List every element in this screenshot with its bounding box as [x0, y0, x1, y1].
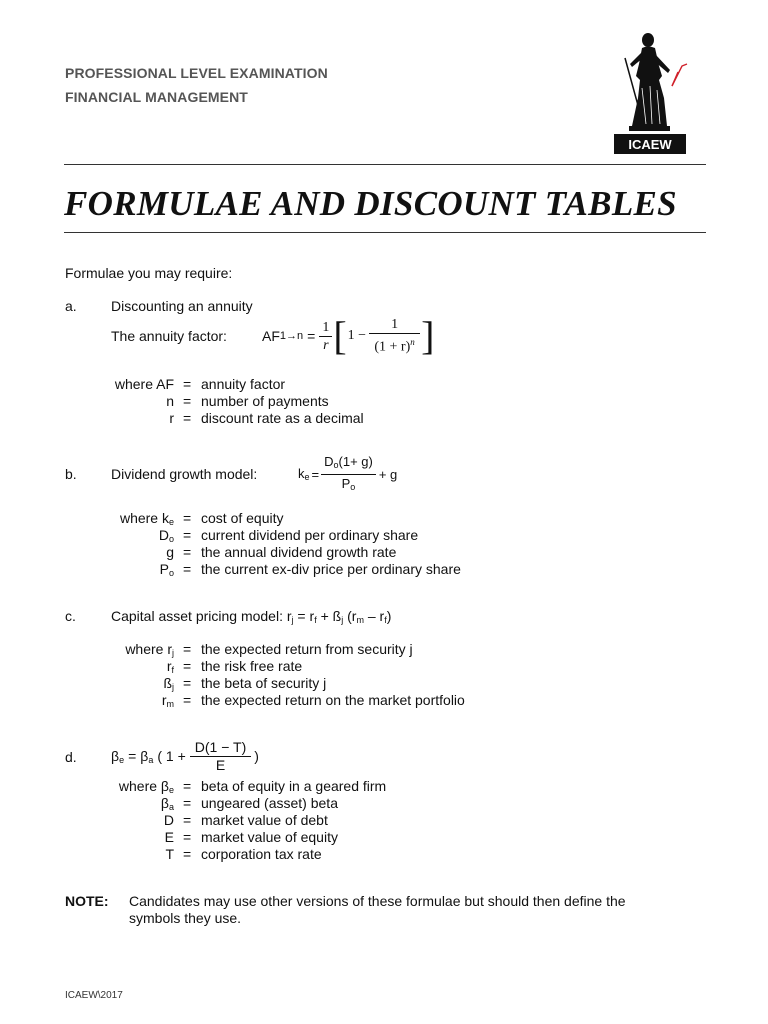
equals-sign: =: [183, 510, 192, 526]
be-definition: beta of equity in a geared firm: [201, 778, 387, 794]
af-symbol: AF: [262, 328, 280, 344]
do-definition: current dividend per ordinary share: [201, 527, 419, 543]
r-definition: discount rate as a decimal: [201, 410, 364, 426]
where-be-symbol: where $\beta_e$: [118, 778, 174, 795]
ba-definition: ungeared (asset) beta: [201, 795, 338, 811]
dividend-growth-formula: $k_e$ = $\frac{D_o(1+ g)}{P_o}$ + g: [298, 456, 397, 492]
equals-sign: =: [183, 410, 192, 426]
equals-sign: =: [183, 561, 192, 577]
header-rule-bottom: [64, 232, 706, 233]
equals-sign: =: [183, 675, 192, 691]
equals-sign: =: [183, 795, 192, 811]
rf-definition: the risk free rate: [201, 658, 303, 674]
page-title: FORMULAE AND DISCOUNT TABLES: [64, 184, 677, 223]
icaew-logo: [612, 28, 688, 158]
rm-definition: the expected return on the market portfolio: [201, 692, 465, 708]
equals-sign: =: [183, 376, 192, 392]
section-d-label: d.: [65, 749, 77, 765]
equals-sign: =: [183, 846, 192, 862]
where-t-symbol: T: [165, 846, 174, 862]
section-a-heading: Discounting an annuity: [111, 298, 253, 314]
d-definition: market value of debt: [201, 812, 328, 828]
n-definition: number of payments: [201, 393, 329, 409]
header-rule-top: [64, 164, 706, 165]
ke-definition: cost of equity: [201, 510, 284, 526]
af-subscript: 1→n: [279, 330, 304, 342]
copyright-footer: ICAEW\2017: [65, 990, 123, 1001]
rj-definition: the expected return from security j: [201, 641, 413, 657]
capm-heading: Capital asset pricing model: $r_j = r_f$ + $ß_j$ $(r_m - r_f)$: [111, 608, 392, 625]
geared-beta-formula: $\beta_e$ = $\beta_a$ ( 1 + $\frac{D(1 - T)}{E}$ ): [111, 738, 259, 773]
subject-heading: FINANCIAL MANAGEMENT: [65, 89, 248, 105]
g-definition: the annual dividend growth rate: [201, 544, 397, 560]
where-ba-symbol: $\beta_a$: [160, 795, 174, 812]
equals-sign: =: [183, 544, 192, 560]
where-do-symbol: $D_o$: [158, 527, 174, 544]
equals-sign: =: [183, 393, 192, 409]
section-b-heading: Dividend growth model:: [111, 466, 258, 482]
equals-sign: =: [183, 527, 192, 543]
where-af-symbol: where AF: [114, 376, 174, 392]
intro-text: Formulae you may require:: [65, 265, 233, 281]
equals-sign: =: [183, 692, 192, 708]
where-ke-symbol: where $k_e$: [119, 510, 174, 527]
where-rf-symbol: $r_f$: [166, 658, 174, 675]
equals-sign: =: [183, 641, 192, 657]
capm-formula: $r_j = r_f$ + $ß_j$ $(r_m - r_f)$: [286, 608, 392, 625]
where-rm-symbol: $r_m$: [161, 692, 174, 709]
logo-wordmark: ICAEW: [628, 137, 672, 152]
tax-fraction: $\frac{D(1 - T)}{E}$: [190, 740, 251, 773]
where-n-symbol: n: [166, 393, 174, 409]
e-definition: market value of equity: [201, 829, 338, 845]
equals-sign: =: [183, 829, 192, 845]
annuity-formula: AF 1→n = $\frac{1}{r}$ [ 1 − $\frac{1}{(1 + r)^n}$ ]: [262, 313, 435, 358]
equals-sign: =: [183, 812, 192, 828]
statue-icon: [612, 28, 688, 158]
af-definition: annuity factor: [201, 376, 286, 392]
note-text-line1: Candidates may use other versions of these formulae but should then define the: [129, 893, 626, 909]
equals-sign: =: [183, 778, 192, 794]
equals-sign: =: [183, 658, 192, 674]
one-over-r: $\frac{1}{r}$: [319, 320, 332, 353]
section-a-label: a.: [65, 298, 77, 314]
dividend-fraction: $\frac{D_o(1+ g)}{P_o}$: [321, 454, 376, 495]
where-rj-symbol: where $r_j$: [125, 641, 174, 658]
exam-level-heading: PROFESSIONAL LEVEL EXAMINATION: [65, 65, 328, 81]
where-e-symbol: E: [164, 829, 174, 845]
section-c-label: c.: [65, 608, 76, 624]
annuity-factor-label: The annuity factor:: [111, 328, 227, 344]
po-definition: the current ex-div price per ordinary share: [201, 561, 461, 577]
where-po-symbol: $P_o$: [159, 561, 174, 578]
where-g-symbol: g: [166, 544, 174, 560]
note-label: NOTE:: [65, 893, 109, 909]
note-text-line2: symbols they use.: [129, 910, 242, 926]
where-bj-symbol: $ß_j$: [163, 675, 174, 692]
t-definition: corporation tax rate: [201, 846, 322, 862]
discount-fraction: $\frac{1}{(1 + r)^n}$: [369, 317, 420, 355]
one-minus: 1 −: [347, 328, 367, 343]
where-r-symbol: r: [169, 410, 174, 426]
where-d-symbol: D: [163, 812, 174, 828]
bj-definition: the beta of security j: [201, 675, 327, 691]
section-b-label: b.: [65, 466, 77, 482]
